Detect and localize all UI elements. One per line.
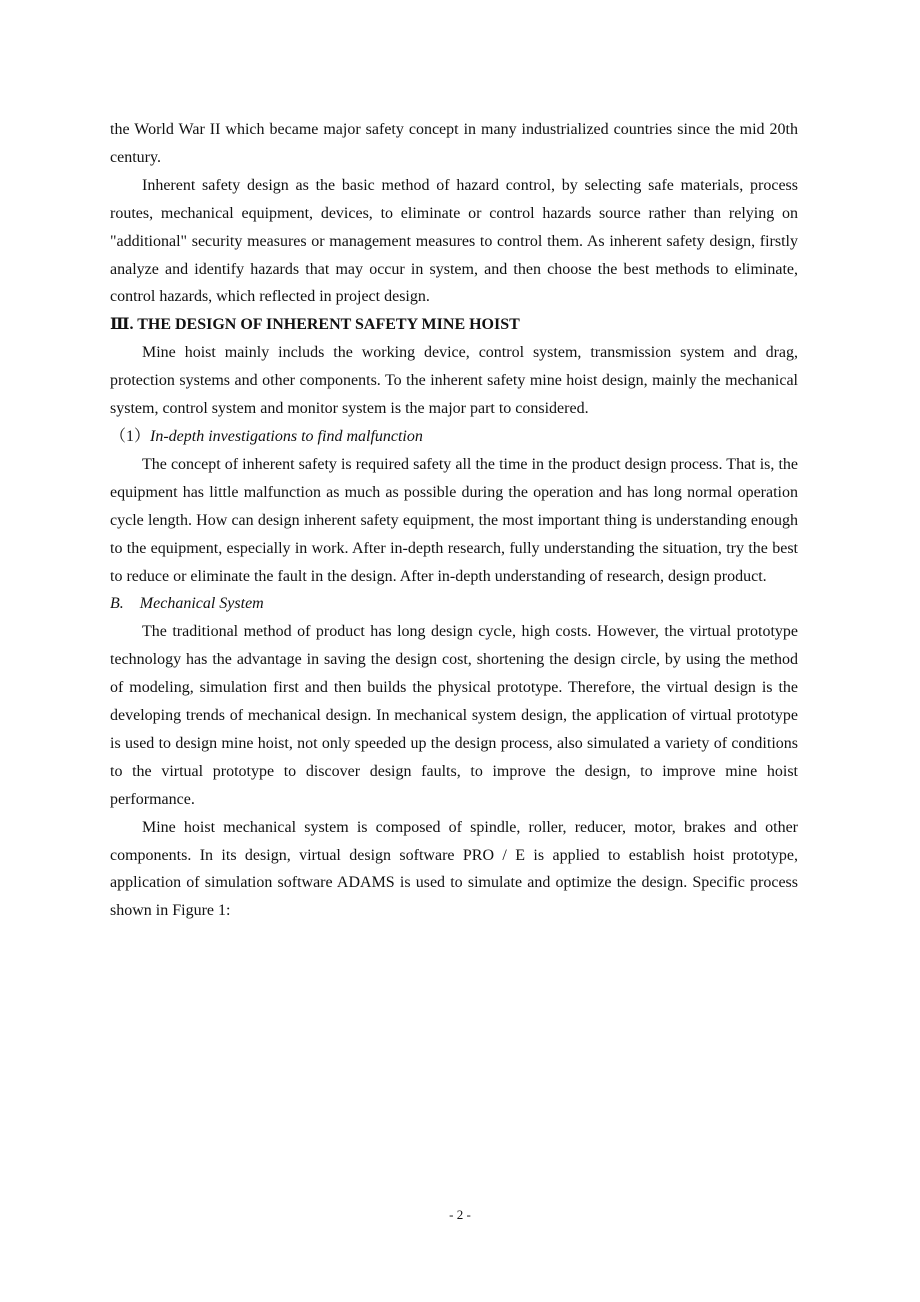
subsection-heading (110, 423, 798, 451)
subsection-title: In-depth investigations to find malfunction (150, 427, 423, 445)
document-body (110, 116, 798, 925)
section-heading: Ⅲ. THE DESIGN OF INHERENT SAFETY MINE HOIST (110, 316, 520, 334)
paragraph: The traditional method of product has long design cycle, high costs. However, the virtual prototype technology has the advantage in saving the design cost, shortening the design circle, by using the method of modeling, simulation first and then builds the physical prototype. Therefore, the virtual design is the developing trends of mechanical design. In mechanical system design, the application of virtual prototype is used to design mine hoist, not only speeded up the design process, also simulated a variety of conditions to the virtual prototype to discover design faults, to improve the design, to improve mine hoist performance. (110, 623, 798, 808)
paragraph: Inherent safety design as the basic method of hazard control, by selecting safe materials, process routes, mechanical equipment, devices, to eliminate or control hazards source rather than relying on "additional" security measures or management measures to control them. As inherent safety design, firstly analyze and identify hazards that may occur in system, and then choose the best methods to eliminate, control hazards, which reflected in project design. (110, 176, 798, 306)
paragraph: the World War II which became major safety concept in many industrialized countries since the mid 20th century. (110, 121, 798, 166)
subsection-title: Mechanical System (139, 595, 264, 613)
subsection-heading (110, 590, 798, 618)
page-number: - 2 - (449, 1207, 471, 1222)
paragraph: Mine hoist mechanical system is composed of spindle, roller, reducer, motor, brakes and other components. In its design, virtual design software PRO / E is applied to establish hoist prototype, application of simulation software ADAMS is used to simulate and optimize the design. Specific process shown in Figure 1: (110, 818, 798, 920)
subsection-number: B. (110, 595, 124, 613)
subsection-number: （1） (110, 427, 151, 445)
paragraph: Mine hoist mainly includs the working device, control system, transmission system and drag, protection systems and other components. To the inherent safety mine hoist design, mainly the mechanical system, control system and monitor system is the major part to considered. (110, 344, 798, 418)
paragraph: The concept of inherent safety is required safety all the time in the product design process. That is, the equipment has little malfunction as much as possible during the operation and has long normal operation cycle length. How can design inherent safety equipment, the most important thing is understanding enough to the equipment, especially in work. After in-depth research, fully understanding the situation, try the best to reduce or eliminate the fault in the design. After in-depth understanding of research, design product. (110, 455, 798, 585)
